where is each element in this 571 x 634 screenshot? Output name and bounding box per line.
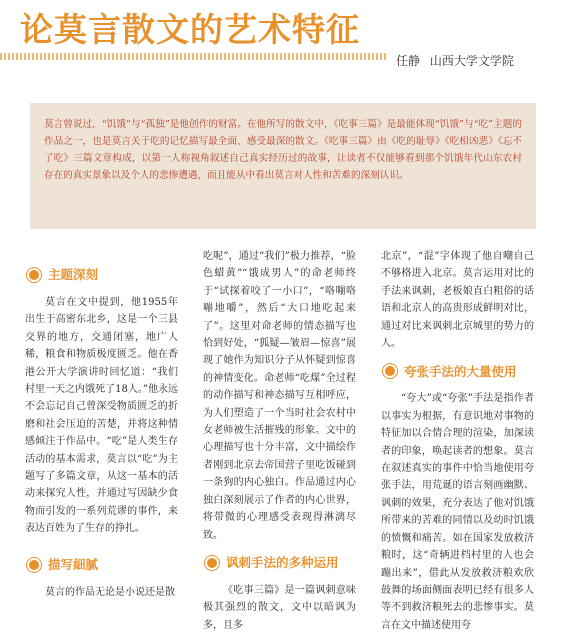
author-affiliation: 山西大学文学院 [429, 54, 514, 68]
section-heading-text: 夸张手法的大量使用 [404, 363, 517, 379]
paragraph: 莫言的作品无论是小说还是散 [45, 586, 175, 598]
column-2 [203, 248, 356, 634]
column-1 [25, 248, 178, 601]
section-heading-theme [25, 264, 178, 286]
paragraph: 北京”，“混”字体现了他自嘲自己不够格进入北京。莫言运用对比的手法来讽刺，老板娘直白粗俗的话语和北京人的高贵形成鲜明对比，通过对比来讽刺北京城里的势力的人。 [381, 251, 534, 350]
article-title: 论莫言散文的艺术特征 [20, 10, 360, 49]
section-heading-satire [203, 552, 356, 574]
byline-decorative-bar [0, 53, 388, 60]
byline [396, 52, 514, 69]
paragraph: “夸大”或“夸张”手法是指作者以事实为根据，有意识地对事物的特征加以合情合理的渲染，加深读者的印象，唤起读者的想象。莫言在叙述真实的事件中恰当地使用夸张手法，用荒诞的语言刻画幽默、讽刺的效果，充分表达了他对饥饿所带来的苦难的同情以及幼时饥饿的愤慨和痛苦。如在国家发放救济粮时，这“奇辆进档村里的人也会蹦出来”，借此从发放救济粮欢欣鼓舞的场面侧面表明已经有很多人等不到救济粮死去的悲惨事实。莫言在文中描述使用夸 [381, 393, 534, 631]
bullet-circle-icon [385, 366, 395, 376]
section-heading-text: 讽刺手法的多种运用 [226, 555, 339, 571]
bullet-circle-icon [29, 270, 39, 280]
column-3 [381, 248, 534, 634]
paragraph: 《吃事三篇》是一篇讽刺意味极其强烈的散文，文中以暗讽为多，且多 [203, 584, 356, 631]
section-heading-exaggeration [381, 360, 534, 382]
paragraph: 莫言在文中提到，他1955年出生于高密东北乡，这是一个三县交界的地方，交通闭塞，地广人稀，粮食和物质极度匮乏。他在香港公开大学演讲时回忆道：“我们村里一天之内饿死了18人。”他永远不会忘记自己曾深受物质匮乏的折磨和社会压迫的苦楚，并将这种情感倾注于作品中。“吃”是人类生存活动的基本需求，莫言以“吃”为主题写了多篇文章，从这一基本的活动来探究人性，并通过写因缺少食物而引发的一系列荒谬的事件，来表达百姓为了生存的挣扎。 [25, 297, 178, 535]
bullet-circle-icon [207, 558, 217, 568]
abstract-box: 莫言曾说过，“饥饿”与“孤独”是他创作的财富。在他所写的散文中，《吃事三篇》是最能体现“饥饿”与“吃”主题的作品之一，也是莫言关于吃的记忆描写最全面、感受最深的散文。《吃事三篇》由《吃的耻辱》《吃相凶恶》《忘不了吃》三篇文章构成，以第一人称视角叙述自己真实经历过的故事，让读者不仅能够看到那个饥饿年代山东农村存在的真实景象以及个人的悲惨遭遇，而且能从中看出莫言对人性和苦难的深刻认识。 [30, 103, 536, 229]
paragraph: 吃呢”，通过“我们”极力推荐，“脸色蜡黄”“饿成男人”的命老师终于“试探着咬了一小口”，“咯嘣咯嘣地嚼”，然后“大口地吃起来了”。这里对命老师的情态描写也恰到好处，“狐疑—皱眉—惊喜”展现了她作为知识分子从怀疑到惊喜的神情变化。命老师“吃煤”全过程的动作描写和神态描写互相呼应，为人们塑造了一个当时社会农村中女老师被生活摧残的形象。文中的心理描写也十分丰富，文中描绘作者刚到北京去帝国营子里吃饭碰到一条狗的内心独白。作品通过内心独白深刻展示了作者的内心世界，将带微的心理感受表现得淋漓尽致。 [203, 251, 356, 541]
section-heading-text: 描写細腻 [48, 556, 99, 572]
section-heading-description [25, 554, 178, 576]
author-name: 任静 [396, 54, 421, 68]
bullet-circle-icon [29, 560, 39, 570]
section-heading-text: 主题深刻 [48, 267, 99, 283]
